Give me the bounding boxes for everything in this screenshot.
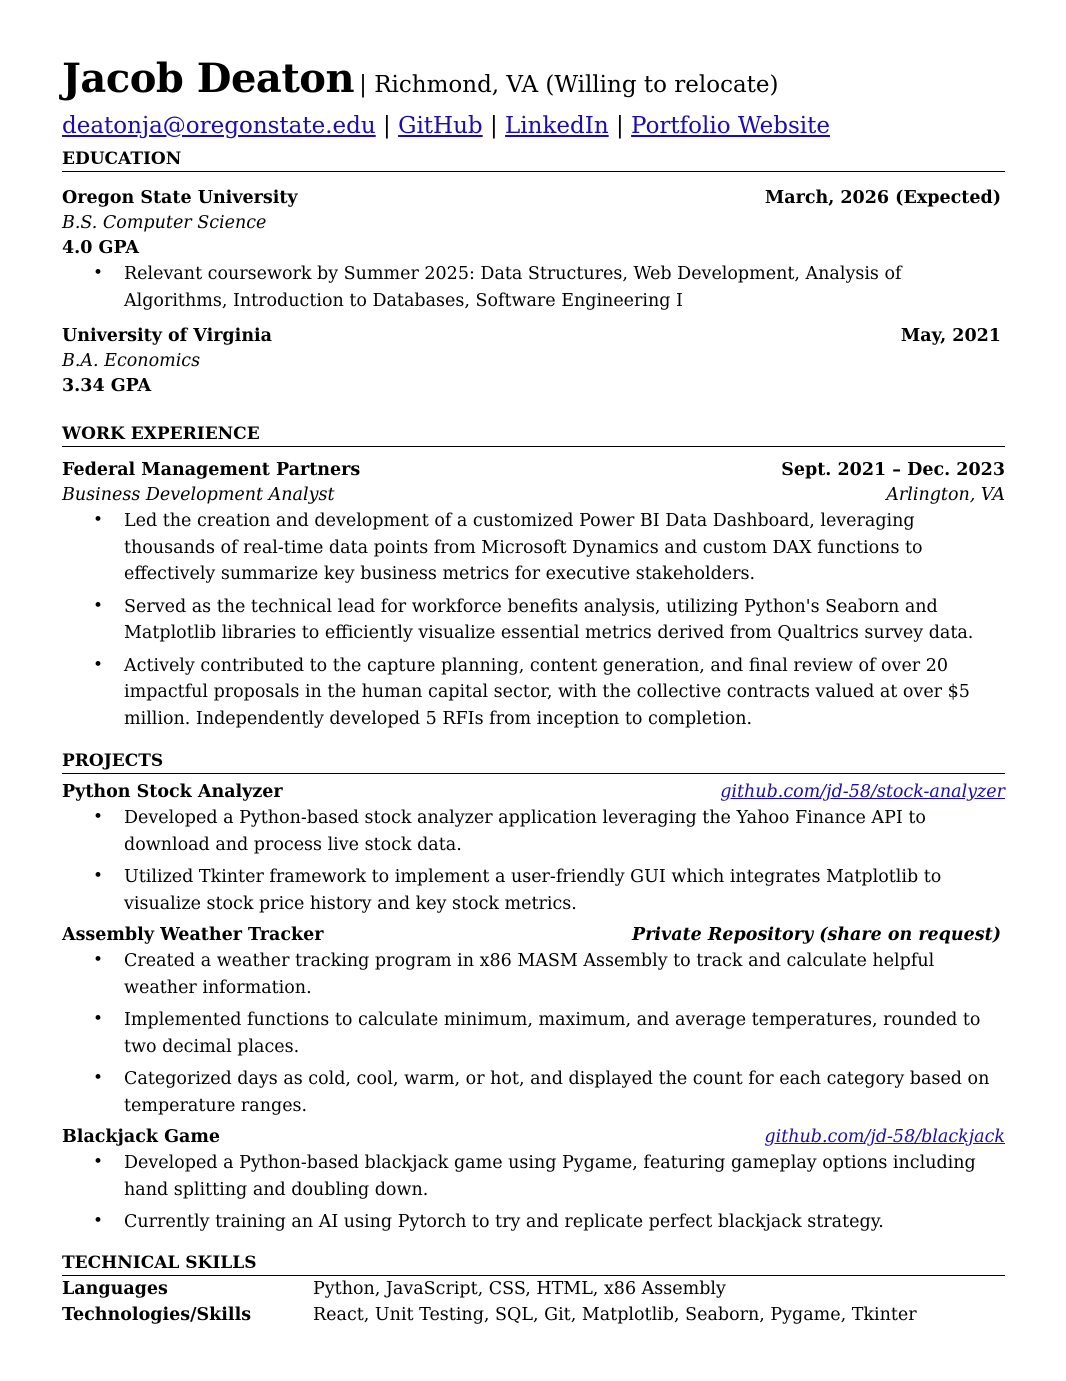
portfolio-link[interactable]: Portfolio Website — [631, 113, 831, 139]
list-item — [62, 805, 1005, 858]
project-row — [62, 923, 1005, 948]
school-gpa: 3.34 GPA — [62, 376, 152, 396]
company-row — [62, 458, 1005, 483]
coursework-list — [62, 261, 1005, 314]
bullet-icon: • — [93, 950, 104, 970]
bullet-text: Served as the technical lead for workforce benefits analysis, utilizing Python's Seaborn and Matplotlib libraries to efficiently visualize essential metrics derived from Qualtrics survey data. — [124, 596, 974, 643]
project-bullet-list — [62, 948, 1005, 1119]
project-repo-note: Private Repository (share on request) — [632, 925, 1001, 945]
job-location: Arlington, VA — [886, 485, 1005, 505]
list-item — [62, 1150, 1005, 1203]
work-dates: Sept. 2021 – Dec. 2023 — [781, 460, 1005, 480]
separator: | — [383, 113, 391, 139]
candidate-location: | Richmond, VA (Willing to relocate) — [359, 72, 779, 98]
bullet-icon: • — [93, 654, 104, 675]
candidate-name: Jacob Deaton — [62, 55, 355, 102]
bullet-text: Led the creation and development of a customized Power BI Data Dashboard, leveraging thousands of real-time data points from Microsoft Dynamics and custom DAX functions to effectively summarize key business metrics for executive stakeholders. — [124, 511, 923, 584]
skills-section-title: TECHNICAL SKILLS — [62, 1252, 1005, 1276]
list-item — [62, 261, 1005, 314]
project-link[interactable]: github.com/jd-58/blackjack — [764, 1127, 1005, 1147]
skills-value: React, Unit Testing, SQL, Git, Matplotlib, Seaborn, Pygame, Tkinter — [313, 1305, 917, 1325]
list-item — [62, 653, 1005, 733]
bullet-icon: • — [93, 595, 104, 616]
project-link[interactable]: github.com/jd-58/stock-analyzer — [720, 782, 1005, 802]
bullet-text: Created a weather tracking program in x86 MASM Assembly to track and calculate helpful weather information. — [124, 951, 935, 998]
project-row — [62, 1125, 1005, 1150]
project-bullet-list — [62, 1150, 1005, 1236]
school-gpa: 4.0 GPA — [62, 238, 139, 258]
bullet-text: Implemented functions to calculate minimum, maximum, and average temperatures, rounded to two decimal places. — [124, 1010, 981, 1057]
school-degree: B.S. Computer Science — [62, 213, 267, 233]
bullet-icon: • — [93, 1211, 104, 1231]
work-entry — [62, 458, 1005, 732]
bullet-text: Categorized days as cold, cool, warm, or hot, and displayed the count for each category based on temperature ranges. — [124, 1069, 990, 1116]
bullet-icon: • — [93, 807, 104, 827]
list-item — [62, 948, 1005, 1001]
school-row — [62, 186, 1005, 211]
bullet-icon: • — [93, 1068, 104, 1088]
list-item — [62, 864, 1005, 917]
bullet-icon: • — [93, 1009, 104, 1029]
school-row — [62, 324, 1005, 349]
bullet-icon: • — [93, 263, 104, 283]
project-name: Assembly Weather Tracker — [62, 925, 324, 945]
skills-row — [62, 1276, 1005, 1303]
skills-label: Technologies/Skills — [62, 1305, 252, 1325]
bullet-icon: • — [93, 510, 104, 530]
project-entry-weather-tracker — [62, 923, 1005, 1119]
company-name: Federal Management Partners — [62, 460, 361, 480]
school-date: March, 2026 (Expected) — [764, 188, 1001, 208]
skills-label: Languages — [62, 1278, 168, 1299]
separator: | — [489, 113, 498, 139]
project-entry-blackjack — [62, 1125, 1005, 1236]
education-section-title: EDUCATION — [62, 148, 1005, 172]
projects-section-title: PROJECTS — [62, 750, 1005, 774]
contact-line — [62, 111, 1005, 141]
project-name: Blackjack Game — [62, 1127, 221, 1147]
job-role: Business Development Analyst — [62, 485, 335, 505]
bullet-text: Actively contributed to the capture planning, content generation, and final review of over 20 impactful proposals in the human capital sector, with the collective contracts valued at over $5 million. Independently developed 5 RFIs from inception to completion. — [124, 655, 970, 729]
linkedin-link[interactable]: LinkedIn — [505, 113, 609, 139]
skills-value: Python, JavaScript, CSS, HTML, x86 Assembly — [313, 1278, 726, 1299]
school-date: May, 2021 — [900, 326, 1001, 346]
list-item — [62, 1066, 1005, 1119]
email-link[interactable]: deatonja@oregonstate.edu — [62, 113, 376, 139]
education-entry-osu — [62, 186, 1005, 314]
project-bullet-list — [62, 805, 1005, 917]
school-degree: B.A. Economics — [62, 351, 201, 371]
school-name: Oregon State University — [62, 188, 298, 208]
role-row — [62, 483, 1005, 508]
project-entry-stock-analyzer — [62, 780, 1005, 917]
bullet-text: Developed a Python-based stock analyzer application leveraging the Yahoo Finance API to download and process live stock data. — [124, 808, 926, 855]
header-name-line — [62, 56, 1005, 110]
bullet-text: Developed a Python-based blackjack game using Pygame, featuring gameplay options including hand splitting and doubling down. — [124, 1153, 976, 1200]
list-item — [62, 594, 1005, 647]
resume-page — [62, 56, 1005, 1329]
list-item — [62, 1007, 1005, 1060]
list-item — [62, 1209, 1005, 1236]
bullet-text: Currently training an AI using Pytorch to try and replicate perfect blackjack strategy. — [124, 1212, 884, 1232]
project-name: Python Stock Analyzer — [62, 782, 283, 802]
list-item — [62, 508, 1005, 588]
bullet-text: Utilized Tkinter framework to implement a user-friendly GUI which integrates Matplotlib to visualize stock price history and key stock metrics. — [124, 867, 942, 914]
school-name: University of Virginia — [62, 326, 273, 346]
work-section-title: WORK EXPERIENCE — [62, 423, 1005, 447]
project-row — [62, 780, 1005, 805]
skills-row — [62, 1302, 1005, 1329]
separator: | — [615, 113, 624, 139]
work-bullet-list — [62, 508, 1005, 732]
bullet-icon: • — [93, 1152, 104, 1172]
github-link[interactable]: GitHub — [398, 113, 483, 139]
bullet-text: Relevant coursework by Summer 2025: Data Structures, Web Development, Analysis of Algorithms, Introduction to Databases, Software Engineering I — [124, 264, 902, 311]
bullet-icon: • — [93, 866, 104, 886]
education-entry-uva — [62, 324, 1005, 399]
